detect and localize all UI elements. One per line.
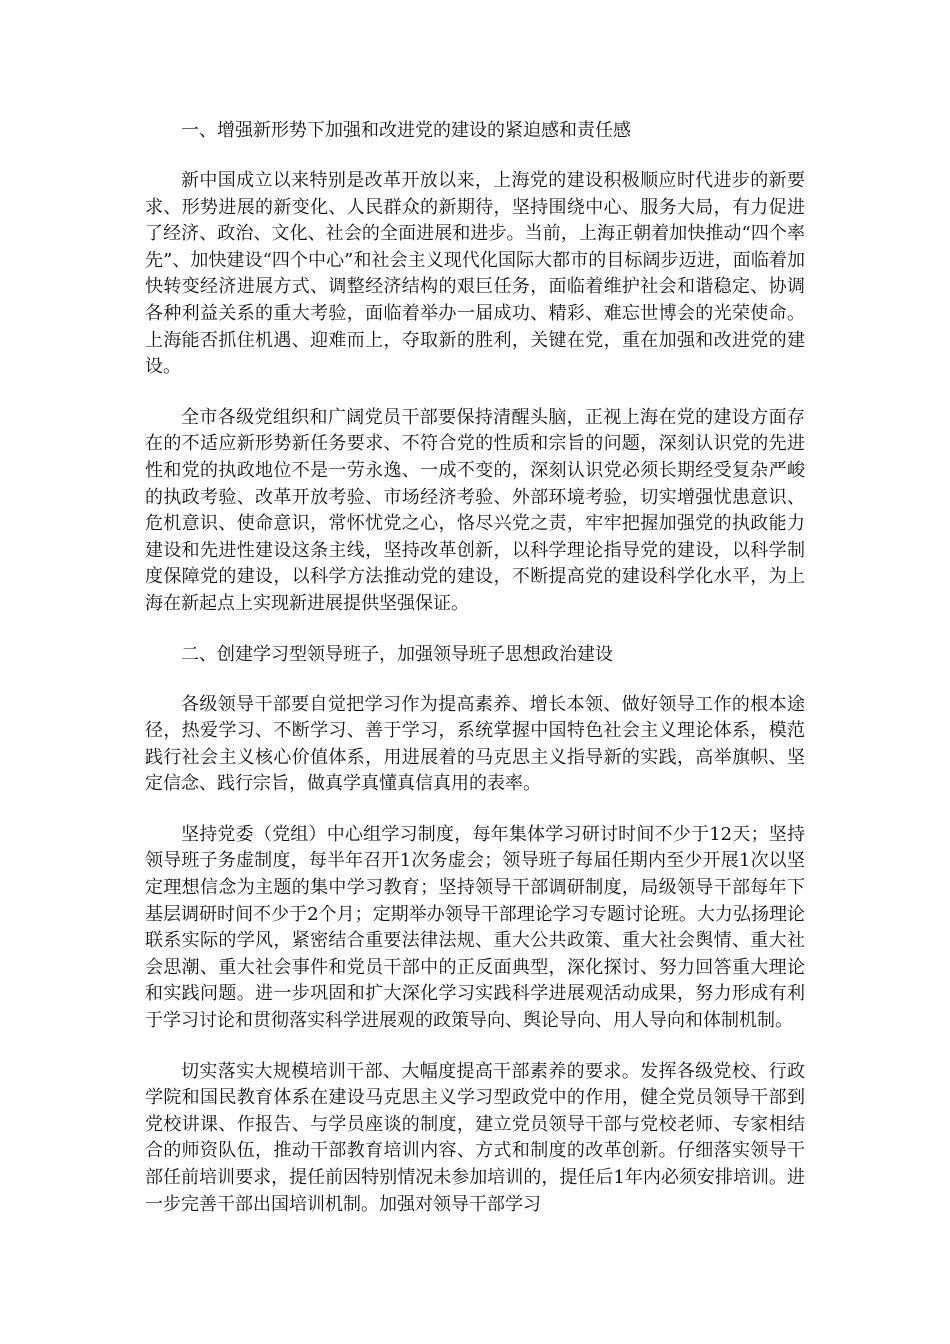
paragraph: 各级领导干部要自觉把学习作为提高素养、增长本领、做好领导工作的根本途径，热爱学习、不断学习、善于学习，系统掌握中国特色社会主义理论体系，模范践行社会主义核心价值体系，用进展着的马克思主义指导新的实践，高举旗帜、坚定信念、践行宗旨，做真学真懂真信真用的表率。 (145, 693, 805, 795)
paragraph: 全市各级党组织和广阔党员干部要保持清醒头脑，正视上海在党的建设方面存在的不适应新形势新任务要求、不符合党的性质和宗旨的问题，深刻认识党的先进性和党的执政地位不是一劳永逸、一成不变的，深刻认识党必须长期经受复杂严峻的执政考验、改革开放考验、市场经济考验、外部环境考验，切实增强忧患意识、危机意识、使命意识，常怀忧党之心，恪尽兴党之责，牢牢把握加强党的执政能力建设和先进性建设这条主线，坚持改革创新，以科学理论指导党的建设，以科学制度保障党的建设，以科学方法推动党的建设，不断提高党的建设科学化水平，为上海在新起点上实现新进展提供坚强保证。 (145, 406, 805, 614)
section-heading-1: 一、增强新形势下加强和改进党的建设的紧迫感和责任感 (181, 120, 631, 141)
section-heading-2: 二、创建学习型领导班子，加强领导班子思想政治建设 (181, 643, 613, 665)
document-page (145, 118, 805, 1218)
paragraph: 坚持党委（党组）中心组学习制度，每年集体学习研讨时间不少于12天；坚持领导班子务虚制度，每半年召开1次务虚会；领导班子每届任期内至少开展1次以坚定理想信念为主题的集中学习教育；坚持领导干部调研制度，局级领导干部每年下基层调研时间不少于2个月；定期举办领导干部理论学习专题讨论班。大力弘扬理论联系实际的学风，紧密结合重要法律法规、重大公共政策、重大社会舆情、重大社会思潮、重大社会事件和党员干部中的正反面典型，深化探讨、努力回答重大理论和实践问题。进一步巩固和扩大深化学习实践科学进展观活动成果，努力形成有利于学习讨论和贯彻落实科学进展观的政策导向、舆论导向、用人导向和体制机制。 (145, 823, 805, 1032)
paragraph: 切实落实大规模培训干部、大幅度提高干部素养的要求。发挥各级党校、行政学院和国民教育体系在建设马克思主义学习型政党中的作用，健全党员领导干部到党校讲课、作报告、与学员座谈的制度，建立党员领导干部与党校老师、专家相结合的师资队伍，推动干部教育培训内容、方式和制度的改革创新。仔细落实领导干部任前培训要求，提任前因特别情况未参加培训的，提任后1年内必须安排培训。进一步完善干部出国培训机制。加强对领导干部学习 (145, 1060, 805, 1215)
paragraph: 新中国成立以来特别是改革开放以来，上海党的建设积极顺应时代进步的新要求、形势进展的新变化、人民群众的新期待，坚持围绕中心、服务大局，有力促进了经济、政治、文化、社会的全面进展和进步。当前，上海正朝着加快推动“四个率先”、加快建设“四个中心”和社会主义现代化国际大都市的目标阔步迈进，面临着加快转变经济进展方式、调整经济结构的艰巨任务，面临着维护社会和谐稳定、协调各种利益关系的重大考验，面临着举办一届成功、精彩、难忘世博会的光荣使命。上海能否抓住机遇、迎难而上，夺取新的胜利，关键在党，重在加强和改进党的建设。 (145, 170, 805, 378)
